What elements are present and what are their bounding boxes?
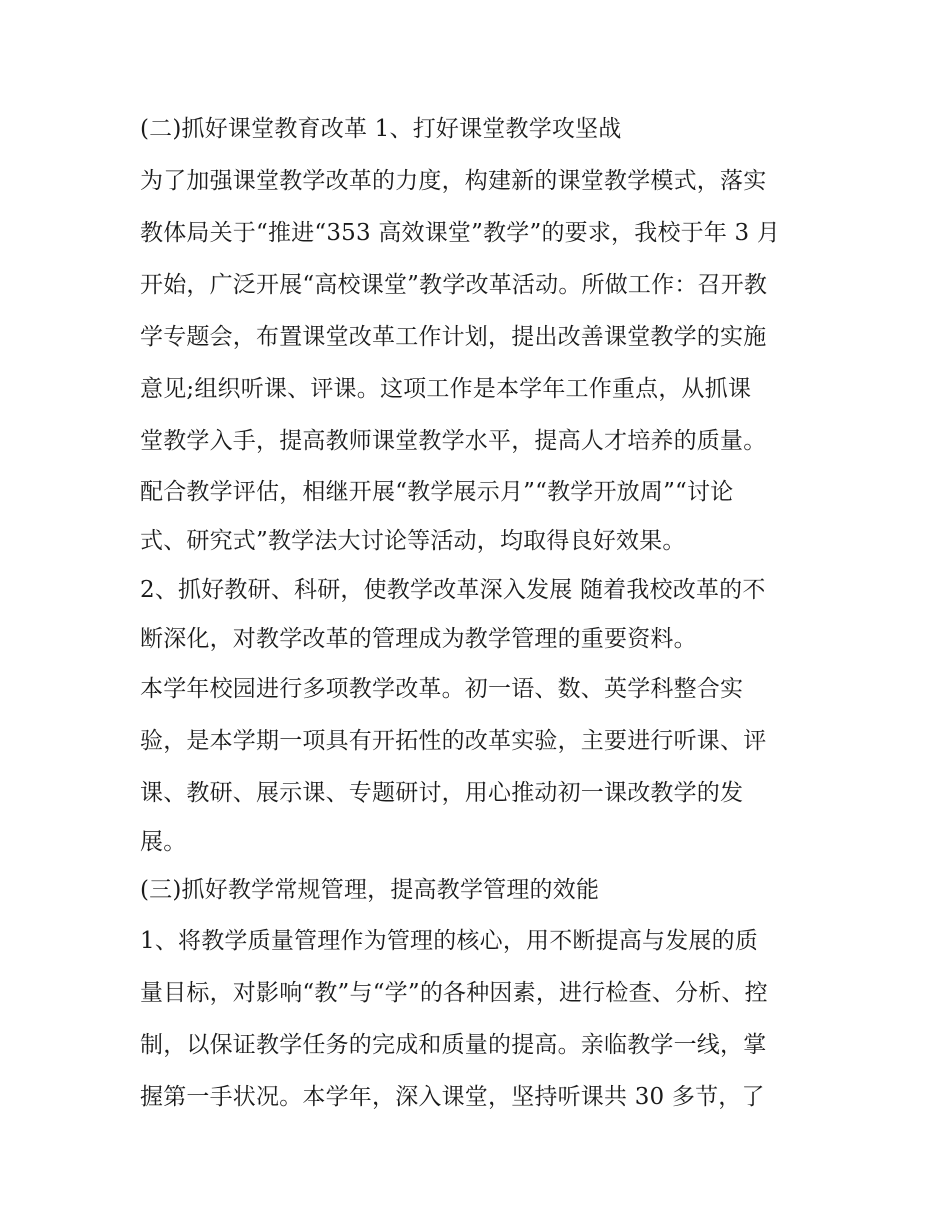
paragraph-line: 验，是本学期一项具有开拓性的改革实验，主要进行听课、评 bbox=[140, 728, 767, 754]
paragraph-line: 学专题会，布置课堂改革工作计划，提出改善课堂教学的实施 bbox=[140, 324, 767, 350]
paragraph-line: 意见;组织听课、评课。这项工作是本学年工作重点，从抓课 bbox=[140, 376, 752, 402]
paragraph-line: 展。 bbox=[140, 829, 187, 855]
section-heading-2: (二)抓好课堂教育改革 1、打好课堂教学攻坚战 bbox=[140, 116, 622, 142]
paragraph-line: 式、研究式”教学法大讨论等活动，均取得良好效果。 bbox=[140, 528, 686, 554]
paragraph-line: 制，以保证教学任务的完成和质量的提高。亲临教学一线，掌 bbox=[140, 1032, 767, 1058]
paragraph-line: 握第一手状况。本学年，深入课堂，坚持听课共 30 多节，了 bbox=[140, 1084, 765, 1110]
paragraph-line: 为了加强课堂教学改革的力度，构建新的课堂教学模式，落实 bbox=[140, 168, 767, 194]
paragraph-line: 开始，广泛开展“高校课堂”教学改革活动。所做工作：召开教 bbox=[140, 272, 768, 298]
paragraph-line: 断深化，对教学改革的管理成为教学管理的重要资料。 bbox=[140, 626, 697, 652]
paragraph-line: 堂教学入手，提高教师课堂教学水平，提高人才培养的质量。 bbox=[140, 428, 767, 454]
paragraph-line: 配合教学评估，相继开展“教学展示月”“教学开放周”“讨论 bbox=[140, 479, 734, 505]
paragraph-line: 教体局关于“推进“353 高效课堂”教学”的要求，我校于年 3 月 bbox=[140, 220, 781, 246]
paragraph-line: 1、将教学质量管理作为管理的核心，用不断提高与发展的质 bbox=[140, 928, 759, 954]
paragraph-line: 量目标，对影响“教”与“学”的各种因素，进行检查、分析、控 bbox=[140, 980, 768, 1006]
paragraph-line: 2、抓好教研、科研，使教学改革深入发展 随着我校改革的不 bbox=[140, 577, 766, 603]
paragraph-line: 本学年校园进行多项教学改革。初一语、数、英学科整合实 bbox=[140, 676, 744, 702]
paragraph-line: 课、教研、展示课、专题研讨，用心推动初一课改教学的发 bbox=[140, 780, 744, 806]
section-heading-3: (三)抓好教学常规管理，提高教学管理的效能 bbox=[140, 877, 600, 903]
